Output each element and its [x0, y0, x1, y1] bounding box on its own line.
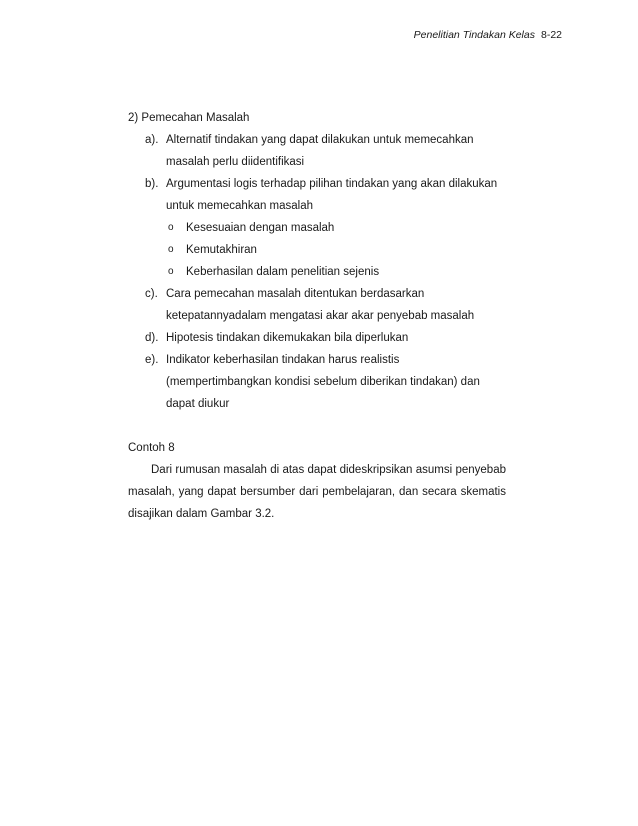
- sub-list-item: [128, 261, 506, 283]
- list-marker: b).: [145, 178, 159, 190]
- list-item-e: [128, 349, 506, 415]
- bullet-icon: o: [168, 222, 174, 233]
- bullet-icon: o: [168, 266, 174, 277]
- spacer: [128, 415, 506, 437]
- list-item-c: [128, 283, 506, 327]
- list-item-b: [128, 173, 506, 217]
- example-paragraph: Dari rumusan masalah di atas dapat dideskripsikan asumsi penyebab masalah, yang dapat bersumber dari pembelajaran, dan secara skematis disajikan dalam Gambar 3.2.: [128, 464, 506, 520]
- list-item-text: Indikator keberhasilan tindakan harus realistis (mempertimbangkan kondisi sebelum diberikan tindakan) dan dapat diukur: [166, 354, 480, 410]
- list-item-text: Hipotesis tindakan dikemukakan bila diperlukan: [166, 332, 409, 344]
- sub-list-item-text: Keberhasilan dalam penelitian sejenis: [186, 266, 380, 278]
- list-item-text: Argumentasi logis terhadap pilihan tindakan yang akan dilakukan untuk memecahkan masalah: [166, 178, 498, 212]
- list-item-text: Cara pemecahan masalah ditentukan berdasarkan ketepatannyadalam mengatasi akar akar penyebab masalah: [166, 288, 475, 322]
- header-title: Penelitian Tindakan Kelas: [413, 29, 535, 41]
- bullet-icon: o: [168, 244, 174, 255]
- list-marker: d).: [145, 332, 159, 344]
- list-item-text: Alternatif tindakan yang dapat dilakukan untuk memecahkan masalah perlu diidentifikasi: [166, 134, 474, 168]
- list-item-a: [128, 129, 506, 173]
- sub-list-item: [128, 217, 506, 239]
- list-marker: a).: [145, 134, 159, 146]
- sub-list-item: [128, 239, 506, 261]
- list-item-d: [128, 327, 506, 349]
- running-header: [414, 29, 562, 41]
- list-marker: c).: [145, 288, 158, 300]
- section-heading: 2) Pemecahan Masalah: [128, 112, 250, 124]
- page-content: [128, 107, 506, 525]
- list-marker: e).: [145, 354, 159, 366]
- sub-list-item-text: Kesesuaian dengan masalah: [186, 222, 335, 234]
- example-heading: Contoh 8: [128, 442, 175, 454]
- sub-list-item-text: Kemutakhiran: [186, 244, 257, 256]
- page-number: 8-22: [540, 29, 562, 41]
